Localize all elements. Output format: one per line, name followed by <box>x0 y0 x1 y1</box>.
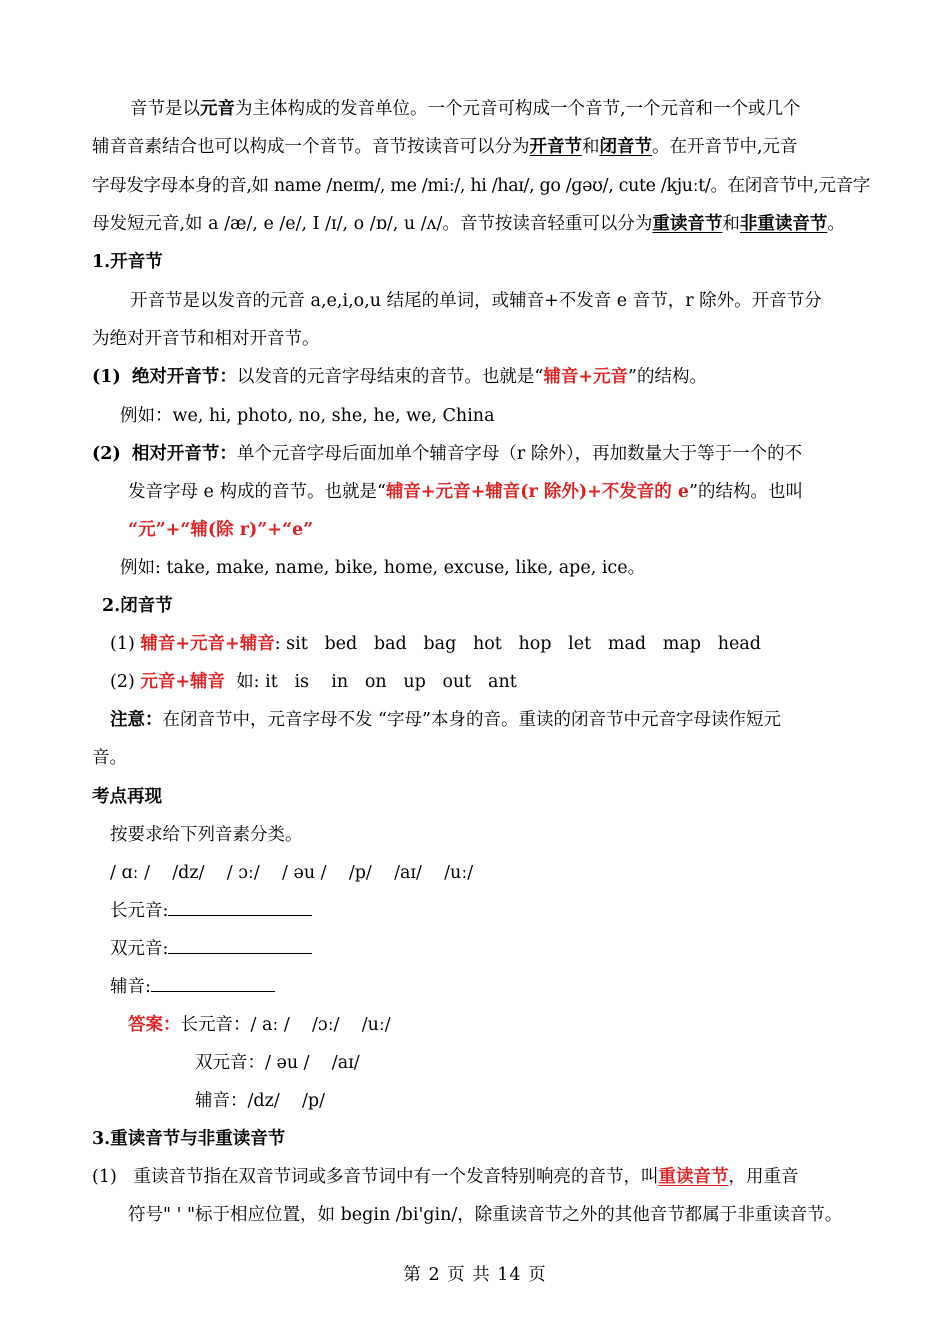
section-1-heading: 1.开音节 <box>92 252 163 272</box>
section-3-heading: 3.重读音节与非重读音节 <box>92 1129 286 1149</box>
exam-phonemes: / ɑː / /dz/ / ɔː/ / əu / /p/ /aɪ/ /uː/ <box>110 863 474 883</box>
exam-answer: 答案：长元音：/ aː / /ɔː/ /uː/ <box>128 1015 391 1035</box>
exam-heading: 考点再现 <box>92 787 162 807</box>
exam-long-vowel: 长元音: <box>110 899 312 923</box>
term-stressed: 重读音节 <box>652 214 723 234</box>
term-stressed-red: 重读音节 <box>658 1167 729 1187</box>
s1-example-1: 例如：we, hi, photo, no, she, he, we, China <box>120 406 495 426</box>
diphthong-blank[interactable] <box>168 937 312 954</box>
item-2-label: 相对开音节： <box>131 444 237 464</box>
exam-answer-diphthong: 双元音：/ əu / /aɪ/ <box>195 1053 360 1073</box>
intro-line-2: 辅音音素结合也可以构成一个音节。音节按读音可以分为开音节和闭音节。在开音节中,元音 <box>92 137 798 157</box>
term-unstressed: 非重读音节 <box>739 214 828 234</box>
s1-item-2-line-3: “元”+“辅(除 r)”+“e” <box>128 520 314 540</box>
s1-para-line-1: 开音节是以发音的元音 a,e,i,o,u 结尾的单词，或辅音+不发音 e 音节，r 除外。开音节分 <box>130 291 822 311</box>
s1-item-1: (1) 绝对开音节：以发音的元音字母结束的音节。也就是“辅音+元音”的结构。 <box>92 367 707 387</box>
consonant-blank[interactable] <box>151 975 275 992</box>
item-1-label: 绝对开音节： <box>131 367 237 387</box>
intro-line-4: 母发短元音,如 a /æ/, e /e/, I /ɪ/, o /ɒ/, u /ʌ/。音节按读音轻重可以分为重读音节和非重读音节。 <box>92 214 845 234</box>
s2-item-1: (1) 辅音+元音+辅音: sit bed bad bag hot hop let mad map head <box>110 634 761 654</box>
long-vowel-blank[interactable] <box>168 899 312 916</box>
s1-para-line-2: 为绝对开音节和相对开音节。 <box>92 329 320 349</box>
s1-example-2: 例如: take, make, name, bike, home, excuse, like, ape, ice。 <box>120 558 646 578</box>
s1-item-2-line-2: 发音字母 e 构成的音节。也就是“辅音+元音+辅音(r 除外)+不发音的 e”的结构。也叫 <box>128 482 803 502</box>
answer-label: 答案： <box>128 1015 181 1035</box>
term-open-syllable: 开音节 <box>529 137 582 157</box>
page-footer: 第 2 页 共 14 页 <box>403 1265 547 1285</box>
intro-line-1: 音节是以元音为主体构成的发音单位。一个元音可构成一个音节,一个元音和一个或几个 <box>130 99 801 119</box>
term-closed-syllable: 闭音节 <box>599 137 652 157</box>
exam-consonant: 辅音: <box>110 975 275 999</box>
s2-note-line-2: 音。 <box>92 748 127 768</box>
section-2-heading: 2.闭音节 <box>102 596 173 616</box>
s3-item-1-line-2: 符号" ' "标于相应位置，如 begin /bi'gin/，除重读音节之外的其他音节都属于非重读音节。 <box>128 1205 843 1225</box>
exam-answer-consonant: 辅音：/dz/ /p/ <box>195 1091 325 1111</box>
s1-item-2: (2) 相对开音节：单个元音字母后面加单个辅音字母（r 除外），再加数量大于等于一个的不 <box>92 444 803 464</box>
term-vowel: 元音 <box>200 99 235 119</box>
s2-item-2: (2) 元音+辅音 如: it is in on up out ant <box>110 672 517 692</box>
exam-diphthong: 双元音: <box>110 937 312 961</box>
s2-note: 注意：在闭音节中，元音字母不发 “字母”本身的音。重读的闭音节中元音字母读作短元 <box>110 710 781 730</box>
exam-instruction: 按要求给下列音素分类。 <box>110 825 303 845</box>
s3-item-1: (1) 重读音节指在双音节词或多音节词中有一个发音特别响亮的音节，叫重读音节，用重音 <box>92 1167 799 1187</box>
intro-line-3: 字母发字母本身的音,如 name /neɪm/, me /miː/, hi /haɪ/, go /ɡəʊ/, cute /kjuːt/。在闭音节中,元音字 <box>92 176 871 196</box>
